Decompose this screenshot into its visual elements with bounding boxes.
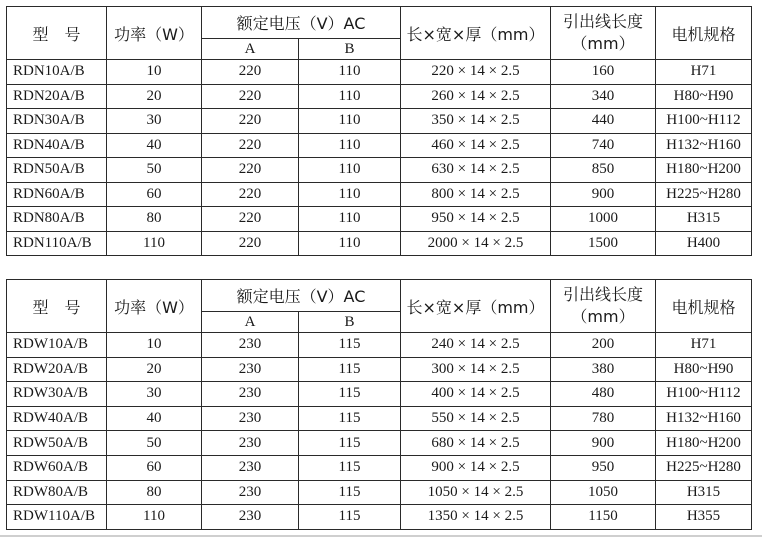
cell-power: 40 [107,406,202,431]
cell-model: RDW110A/B [7,505,107,530]
cell-voltage-b: 110 [299,158,401,183]
cell-power: 80 [107,207,202,232]
table-row [7,357,752,382]
header-voltage-b: B [299,39,401,60]
cell-dimensions: 350 × 14 × 2.5 [401,109,551,134]
cell-lead-length: 1050 [551,480,656,505]
cell-motor-spec: H132~H160 [656,133,752,158]
cell-model: RDN50A/B [7,158,107,183]
cell-lead-length: 440 [551,109,656,134]
cell-voltage-a: 230 [202,382,299,407]
cell-dimensions: 950 × 14 × 2.5 [401,207,551,232]
header-motor-spec: 电机规格 [656,280,752,333]
header-power: 功率（W） [107,7,202,60]
header-power: 功率（W） [107,280,202,333]
cell-dimensions: 630 × 14 × 2.5 [401,158,551,183]
cell-dimensions: 550 × 14 × 2.5 [401,406,551,431]
cell-voltage-a: 220 [202,158,299,183]
cell-motor-spec: H315 [656,480,752,505]
cell-voltage-b: 110 [299,231,401,256]
cell-power: 10 [107,333,202,358]
cell-voltage-a: 230 [202,333,299,358]
cell-lead-length: 340 [551,84,656,109]
cell-lead-length: 850 [551,158,656,183]
table-body [7,333,752,530]
heater-spec-table-rdw [6,279,752,530]
cell-voltage-a: 220 [202,231,299,256]
cell-power: 30 [107,382,202,407]
cell-voltage-a: 220 [202,182,299,207]
cell-voltage-b: 115 [299,455,401,480]
table-row [7,333,752,358]
table-row [7,406,752,431]
table-row [7,431,752,456]
table-row [7,60,752,85]
cell-power: 40 [107,133,202,158]
table-row [7,480,752,505]
cell-voltage-a: 230 [202,357,299,382]
cell-model: RDN20A/B [7,84,107,109]
cell-motor-spec: H315 [656,207,752,232]
cell-voltage-b: 115 [299,357,401,382]
cell-dimensions: 220 × 14 × 2.5 [401,60,551,85]
cell-dimensions: 240 × 14 × 2.5 [401,333,551,358]
cell-model: RDN80A/B [7,207,107,232]
header-dimensions: 长×宽×厚（mm） [401,7,551,60]
cell-voltage-b: 115 [299,431,401,456]
header-rated-voltage: 额定电压（V）AC [202,280,401,312]
header-voltage-a: A [202,312,299,333]
table-row [7,133,752,158]
header-lead-length-line1: 引出线长度 [563,12,644,31]
header-model: 型 号 [7,7,107,60]
cell-motor-spec: H71 [656,60,752,85]
header-model: 型 号 [7,280,107,333]
cell-model: RDN40A/B [7,133,107,158]
header-rated-voltage: 额定电压（V）AC [202,7,401,39]
cell-dimensions: 1050 × 14 × 2.5 [401,480,551,505]
cell-lead-length: 780 [551,406,656,431]
cell-voltage-a: 230 [202,431,299,456]
cell-voltage-a: 220 [202,109,299,134]
cell-model: RDW10A/B [7,333,107,358]
cell-model: RDN110A/B [7,231,107,256]
cell-dimensions: 400 × 14 × 2.5 [401,382,551,407]
cell-voltage-a: 230 [202,505,299,530]
cell-dimensions: 2000 × 14 × 2.5 [401,231,551,256]
cell-power: 50 [107,431,202,456]
cell-motor-spec: H132~H160 [656,406,752,431]
cell-lead-length: 200 [551,333,656,358]
cell-voltage-b: 110 [299,133,401,158]
table-row [7,455,752,480]
cell-lead-length: 1150 [551,505,656,530]
header-lead-length-unit: （mm） [571,307,635,326]
cell-power: 20 [107,84,202,109]
cell-motor-spec: H100~H112 [656,109,752,134]
cell-dimensions: 260 × 14 × 2.5 [401,84,551,109]
cell-dimensions: 900 × 14 × 2.5 [401,455,551,480]
cell-motor-spec: H355 [656,505,752,530]
table-row [7,84,752,109]
cell-lead-length: 900 [551,182,656,207]
header-voltage-b: B [299,312,401,333]
cell-lead-length: 1000 [551,207,656,232]
cell-model: RDW80A/B [7,480,107,505]
cell-dimensions: 1350 × 14 × 2.5 [401,505,551,530]
table-row [7,182,752,207]
cell-voltage-b: 115 [299,382,401,407]
cell-voltage-b: 115 [299,505,401,530]
table-row [7,109,752,134]
cell-power: 60 [107,455,202,480]
cell-voltage-b: 110 [299,182,401,207]
cell-voltage-b: 110 [299,109,401,134]
table-row [7,231,752,256]
cell-power: 10 [107,60,202,85]
cell-voltage-a: 220 [202,84,299,109]
cell-motor-spec: H225~H280 [656,455,752,480]
cell-dimensions: 300 × 14 × 2.5 [401,357,551,382]
cell-motor-spec: H100~H112 [656,382,752,407]
cell-power: 110 [107,505,202,530]
table-row [7,158,752,183]
header-voltage-a: A [202,39,299,60]
page-edge-divider [0,535,762,537]
cell-dimensions: 460 × 14 × 2.5 [401,133,551,158]
cell-model: RDW60A/B [7,455,107,480]
cell-voltage-b: 110 [299,60,401,85]
table-row [7,207,752,232]
cell-voltage-a: 230 [202,406,299,431]
cell-model: RDW20A/B [7,357,107,382]
cell-power: 110 [107,231,202,256]
cell-lead-length: 380 [551,357,656,382]
cell-voltage-b: 110 [299,207,401,232]
cell-voltage-a: 220 [202,133,299,158]
cell-lead-length: 160 [551,60,656,85]
cell-lead-length: 950 [551,455,656,480]
cell-dimensions: 680 × 14 × 2.5 [401,431,551,456]
cell-model: RDW50A/B [7,431,107,456]
cell-model: RDN30A/B [7,109,107,134]
cell-motor-spec: H225~H280 [656,182,752,207]
cell-motor-spec: H80~H90 [656,357,752,382]
heater-spec-table-rdn [6,6,752,256]
cell-voltage-b: 115 [299,480,401,505]
cell-power: 50 [107,158,202,183]
cell-motor-spec: H400 [656,231,752,256]
cell-voltage-a: 220 [202,60,299,85]
cell-voltage-a: 230 [202,480,299,505]
cell-lead-length: 1500 [551,231,656,256]
cell-power: 30 [107,109,202,134]
header-motor-spec: 电机规格 [656,7,752,60]
cell-voltage-b: 115 [299,333,401,358]
cell-power: 20 [107,357,202,382]
cell-model: RDW30A/B [7,382,107,407]
cell-lead-length: 740 [551,133,656,158]
header-lead-length-unit: （mm） [571,34,635,53]
cell-model: RDN60A/B [7,182,107,207]
cell-power: 80 [107,480,202,505]
cell-power: 60 [107,182,202,207]
header-dimensions: 长×宽×厚（mm） [401,280,551,333]
header-lead-length-line1: 引出线长度 [563,285,644,304]
cell-model: RDW40A/B [7,406,107,431]
cell-lead-length: 900 [551,431,656,456]
cell-motor-spec: H71 [656,333,752,358]
cell-voltage-a: 220 [202,207,299,232]
cell-voltage-a: 230 [202,455,299,480]
cell-model: RDN10A/B [7,60,107,85]
header-lead-length [551,280,656,333]
cell-dimensions: 800 × 14 × 2.5 [401,182,551,207]
cell-voltage-b: 115 [299,406,401,431]
table-row [7,505,752,530]
cell-motor-spec: H80~H90 [656,84,752,109]
cell-voltage-b: 110 [299,84,401,109]
cell-lead-length: 480 [551,382,656,407]
cell-motor-spec: H180~H200 [656,158,752,183]
table-row [7,382,752,407]
table-body [7,60,752,256]
cell-motor-spec: H180~H200 [656,431,752,456]
header-lead-length [551,7,656,60]
